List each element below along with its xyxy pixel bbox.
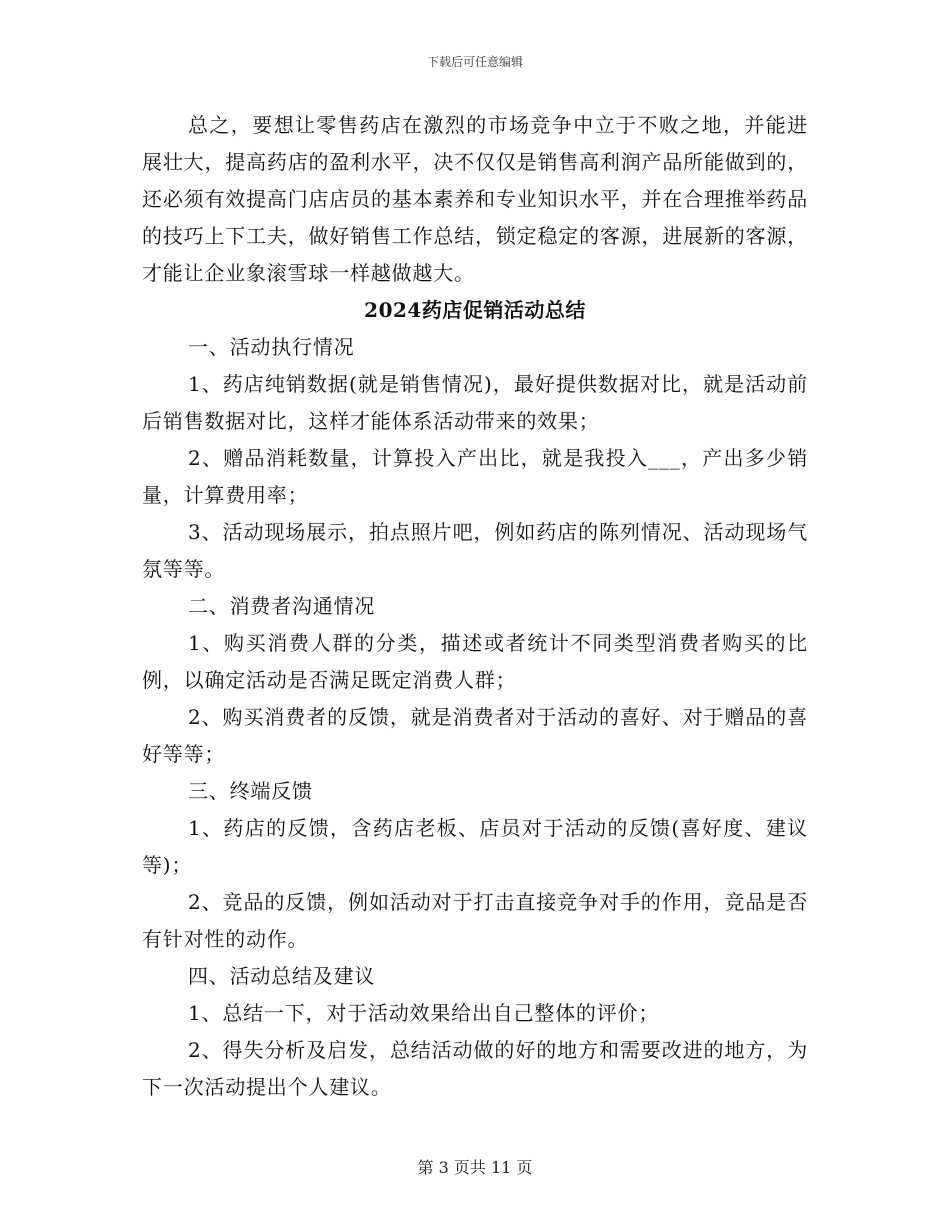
page-header: 下载后可任意编辑 (426, 55, 523, 69)
intro-paragraph: 总之，要想让零售药店在激烈的市场竞争中立于不败之地，并能进展壮大，提高药店的盈利水平，决不仅仅是销售高利润产品所能做到的，还必须有效提高门店店员的基本素养和专业知识水平，并在合理推举药品的技巧上下工夫，做好销售工作总结，锁定稳定的客源，进展新的客源，才能让企业象滚雪球一样越做越大。 (142, 113, 808, 285)
heading-activity-execution: 一、活动执行情况 (188, 335, 355, 359)
paragraph-onsite-display: 3、活动现场展示，拍点照片吧，例如药店的陈列情况、活动现场气氛等等。 (142, 520, 808, 581)
paragraph-store-feedback: 1、药店的反馈，含药店老板、店员对于活动的反馈(喜好度、建议等)； (142, 816, 808, 877)
paragraph-sales-data: 1、药店纯销数据(就是销售情况)，最好提供数据对比，就是活动前后销售数据对比，这样才能体系活动带来的效果； (142, 372, 808, 433)
paragraph-gift-consumption: 2、赠品消耗数量，计算投入产出比，就是我投入___，产出多少销量，计算费用率； (142, 446, 808, 507)
paragraph-consumer-feedback: 2、购买消费者的反馈，就是消费者对于活动的喜好、对于赠品的喜好等等； (142, 705, 808, 766)
paragraph-consumer-classification: 1、购买消费人群的分类，描述或者统计不同类型消费者购买的比例，以确定活动是否满足既定消费人群； (142, 631, 808, 692)
heading-consumer-communication: 二、消费者沟通情况 (188, 594, 376, 618)
heading-summary-suggestions: 四、活动总结及建议 (188, 964, 376, 988)
section-title: 2024药店促销活动总结 (364, 298, 586, 322)
heading-terminal-feedback: 三、终端反馈 (188, 779, 313, 803)
paragraph-gain-loss-analysis: 2、得失分析及启发，总结活动做的好的地方和需要改进的地方，为下一次活动提出个人建议。 (142, 1038, 808, 1099)
page-footer: 第 3 页共 11 页 (417, 1158, 533, 1177)
document-body (142, 107, 808, 1106)
paragraph-overall-evaluation: 1、总结一下，对于活动效果给出自己整体的评价； (188, 1001, 660, 1025)
paragraph-competitor-feedback: 2、竞品的反馈，例如活动对于打击直接竞争对手的作用，竞品是否有针对性的动作。 (142, 890, 808, 951)
